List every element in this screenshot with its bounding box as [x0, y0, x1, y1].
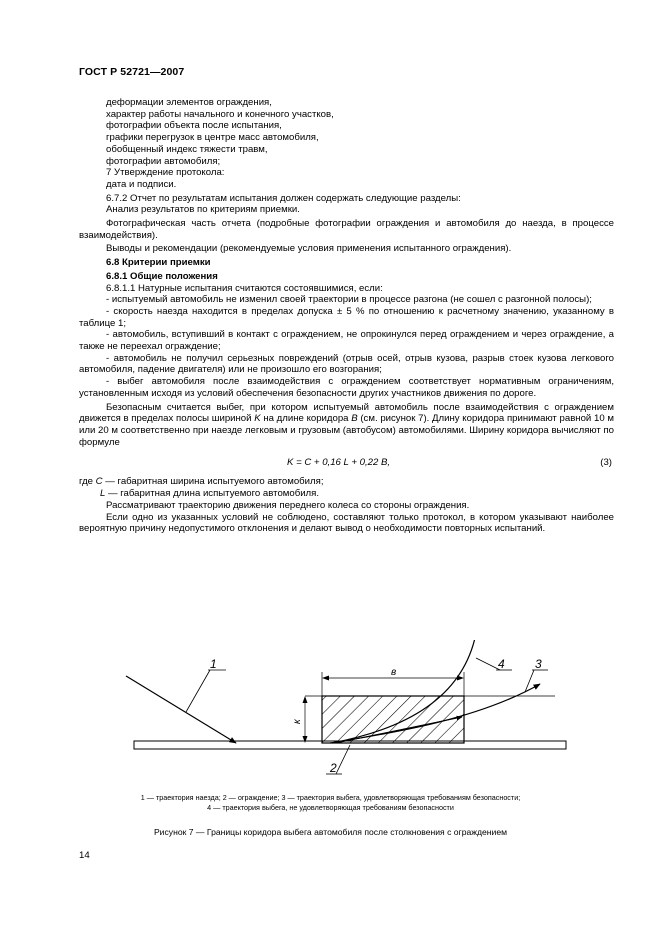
leader-3 [525, 670, 534, 692]
list-item: графики перегрузок в центре масс автомобиля, [106, 132, 319, 144]
leader-4 [476, 658, 500, 670]
page-number: 14 [79, 850, 90, 861]
corridor-diagram [0, 640, 661, 790]
formula-row [79, 454, 614, 472]
paragraph: Рассматривают траекторию движения переднего колеса со стороны ограждения. [106, 499, 470, 511]
symbol-c: C [95, 476, 103, 488]
subsection-heading: 6.8.1 Общие положения [106, 270, 218, 282]
paragraph: Фотографическая часть отчета (подробные фотографии ограждения и автомобиля до наезда, в процессе взаимодействия). [79, 218, 614, 241]
list-item: характер работы начального и конечного участков, [106, 108, 334, 120]
paragraph: Если одно из указанных условий не соблюдено, составляют только протокол, в котором указывают наиболее вероятную причину недопустимого отклонения и делают вывод о необходимости повторных испытаний. [79, 511, 614, 535]
label-k: к [292, 719, 303, 724]
list-item: деформации элементов ограждения, [106, 97, 272, 108]
list-item: фотографии объекта после испытания, [106, 120, 282, 132]
document-header: ГОСТ Р 52721—2007 [79, 66, 185, 78]
figure-caption: Рисунок 7 — Границы коридора выбега автомобиля после столкновения с ограждением [153, 827, 508, 837]
list-item: 7 Утверждение протокола: [106, 167, 225, 179]
list-item: - автомобиль, вступивший в контакт с ограждением, не опрокинулся перед ограждением и через ограждение, а также не переехал ограждение; [79, 329, 614, 353]
text-run: Безопасным считается выбег, при котором испытуемый автомобиль после взаимодействия с ограждением движется в пределах полосы шириной [79, 401, 614, 425]
list-item: дата и подписи. [106, 178, 177, 190]
corridor-box [322, 696, 464, 743]
leader-1 [186, 670, 210, 712]
label-1: 1 [210, 657, 217, 671]
paragraph: 6.8.1.1 Натурные испытания считаются состоявшимися, если: [106, 282, 383, 294]
symbol-k: K [254, 413, 261, 425]
label-4: 4 [498, 657, 505, 671]
text-run: — габаритная длина испытуемого автомобиля. [105, 488, 320, 500]
symbol-l: L [100, 488, 106, 500]
figure-legend-line-2: 4 — траектория выбега, не удовлетворяющая требованиям безопасности [207, 803, 454, 812]
label-b: в [391, 667, 397, 678]
list-item: - испытуемый автомобиль не изменил своей траектории в процессе разгона (не сошел с разгонной полосы); [106, 294, 592, 306]
figure-legend-line-1: 1 — траектория наезда; 2 — ограждение; 3 — траектория выбега, удовлетворяющая требованиям безопасности; [140, 793, 521, 802]
label-3: 3 [535, 657, 542, 671]
where-line [79, 476, 614, 488]
text-run: где [79, 476, 96, 488]
section-heading: 6.8 Критерии приемки [106, 257, 211, 269]
text-run: на длине коридора [260, 413, 352, 425]
document-body [79, 97, 614, 535]
symbol-b: B [351, 413, 358, 425]
list-item: обобщенный индекс тяжести травм, [106, 143, 268, 155]
formula: K = C + 0,16 L + 0,22 B, [287, 457, 391, 469]
list-item: - автомобиль не получил серьезных повреждений (отрыв осей, отрыв кузова, разрыв стоек кузова легкового автомобиля, падение двигателя) или не произошло его возгорания; [79, 352, 614, 376]
dimension-k [303, 696, 308, 743]
list-item: - выбег автомобиля после взаимодействия с ограждением соответствует нормативным ограничениям, установленным исходя из условий обеспечения безопасности других участников движения по дороге. [79, 376, 614, 399]
text-run: — габаритная ширина испытуемого автомобиля; [102, 476, 324, 488]
paragraph: 6.7.2 Отчет по результатам испытания должен содержать следующие разделы: [106, 192, 461, 204]
list-item: - скорость наезда находится в пределах допуска ± 5 % по отношению к расчетному значению, указанному в таблице 1; [79, 305, 614, 329]
list-item: фотографии автомобиля; [106, 155, 221, 167]
paragraph: Выводы и рекомендации (рекомендуемые условия применения испытанного ограждения). [106, 243, 512, 255]
paragraph: Анализ результатов по критериям приемки. [106, 204, 300, 216]
text-run: (см. рисунок 7). Длину коридора принимают равной 10 м или 20 м соответственно при наезде легковым и грузовым (автобусом) автомобилями. Ширину коридора вычисляют по формуле [79, 413, 614, 448]
approach-trajectory [126, 676, 236, 743]
where-line [79, 488, 614, 500]
formula-number: (3) [600, 457, 612, 469]
label-2: 2 [330, 761, 337, 775]
paragraph [79, 402, 614, 449]
